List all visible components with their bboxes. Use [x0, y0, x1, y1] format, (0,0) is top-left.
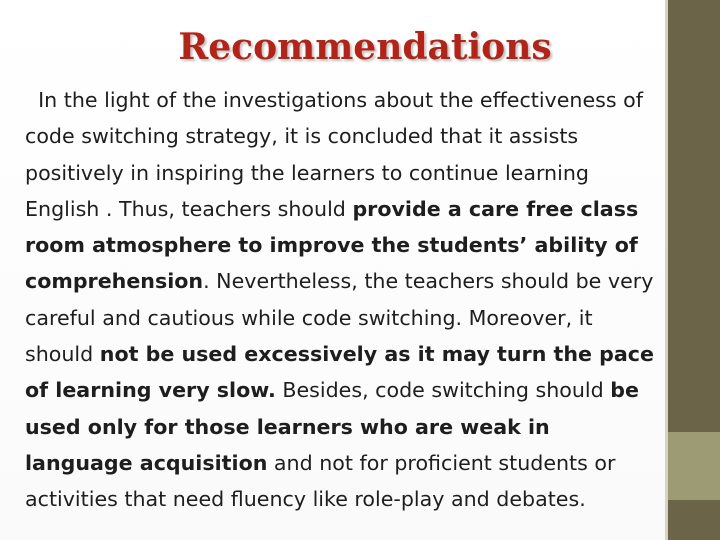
- text-run: In the light of the investigations about the effectiveness of code switching strategy, it is concluded that it assists positively in inspiring the learners to continue learning English . Thus, teachers should: [25, 88, 643, 221]
- slide-title: Recommendations: [178, 26, 552, 68]
- text-run: and not for proficient students or activities that need fluency like role-play and debates.: [25, 450, 616, 512]
- decorative-sidebar-band: [668, 432, 720, 500]
- emphasis-text-run: be used only for those learners who are weak in language acquisition: [25, 378, 639, 475]
- emphasis-text-run: not be used excessively as it may turn the pace of learning very slow.: [25, 342, 654, 403]
- recommendation-paragraph: [25, 82, 663, 518]
- text-run: Besides, code switching should: [275, 378, 611, 403]
- text-run: . Nevertheless, the teachers should be very careful and cautious while code switching. Moreover, it should: [25, 269, 654, 367]
- emphasis-text-run: provide a care free class room atmosphere to improve the students’ ability of comprehension: [25, 196, 639, 294]
